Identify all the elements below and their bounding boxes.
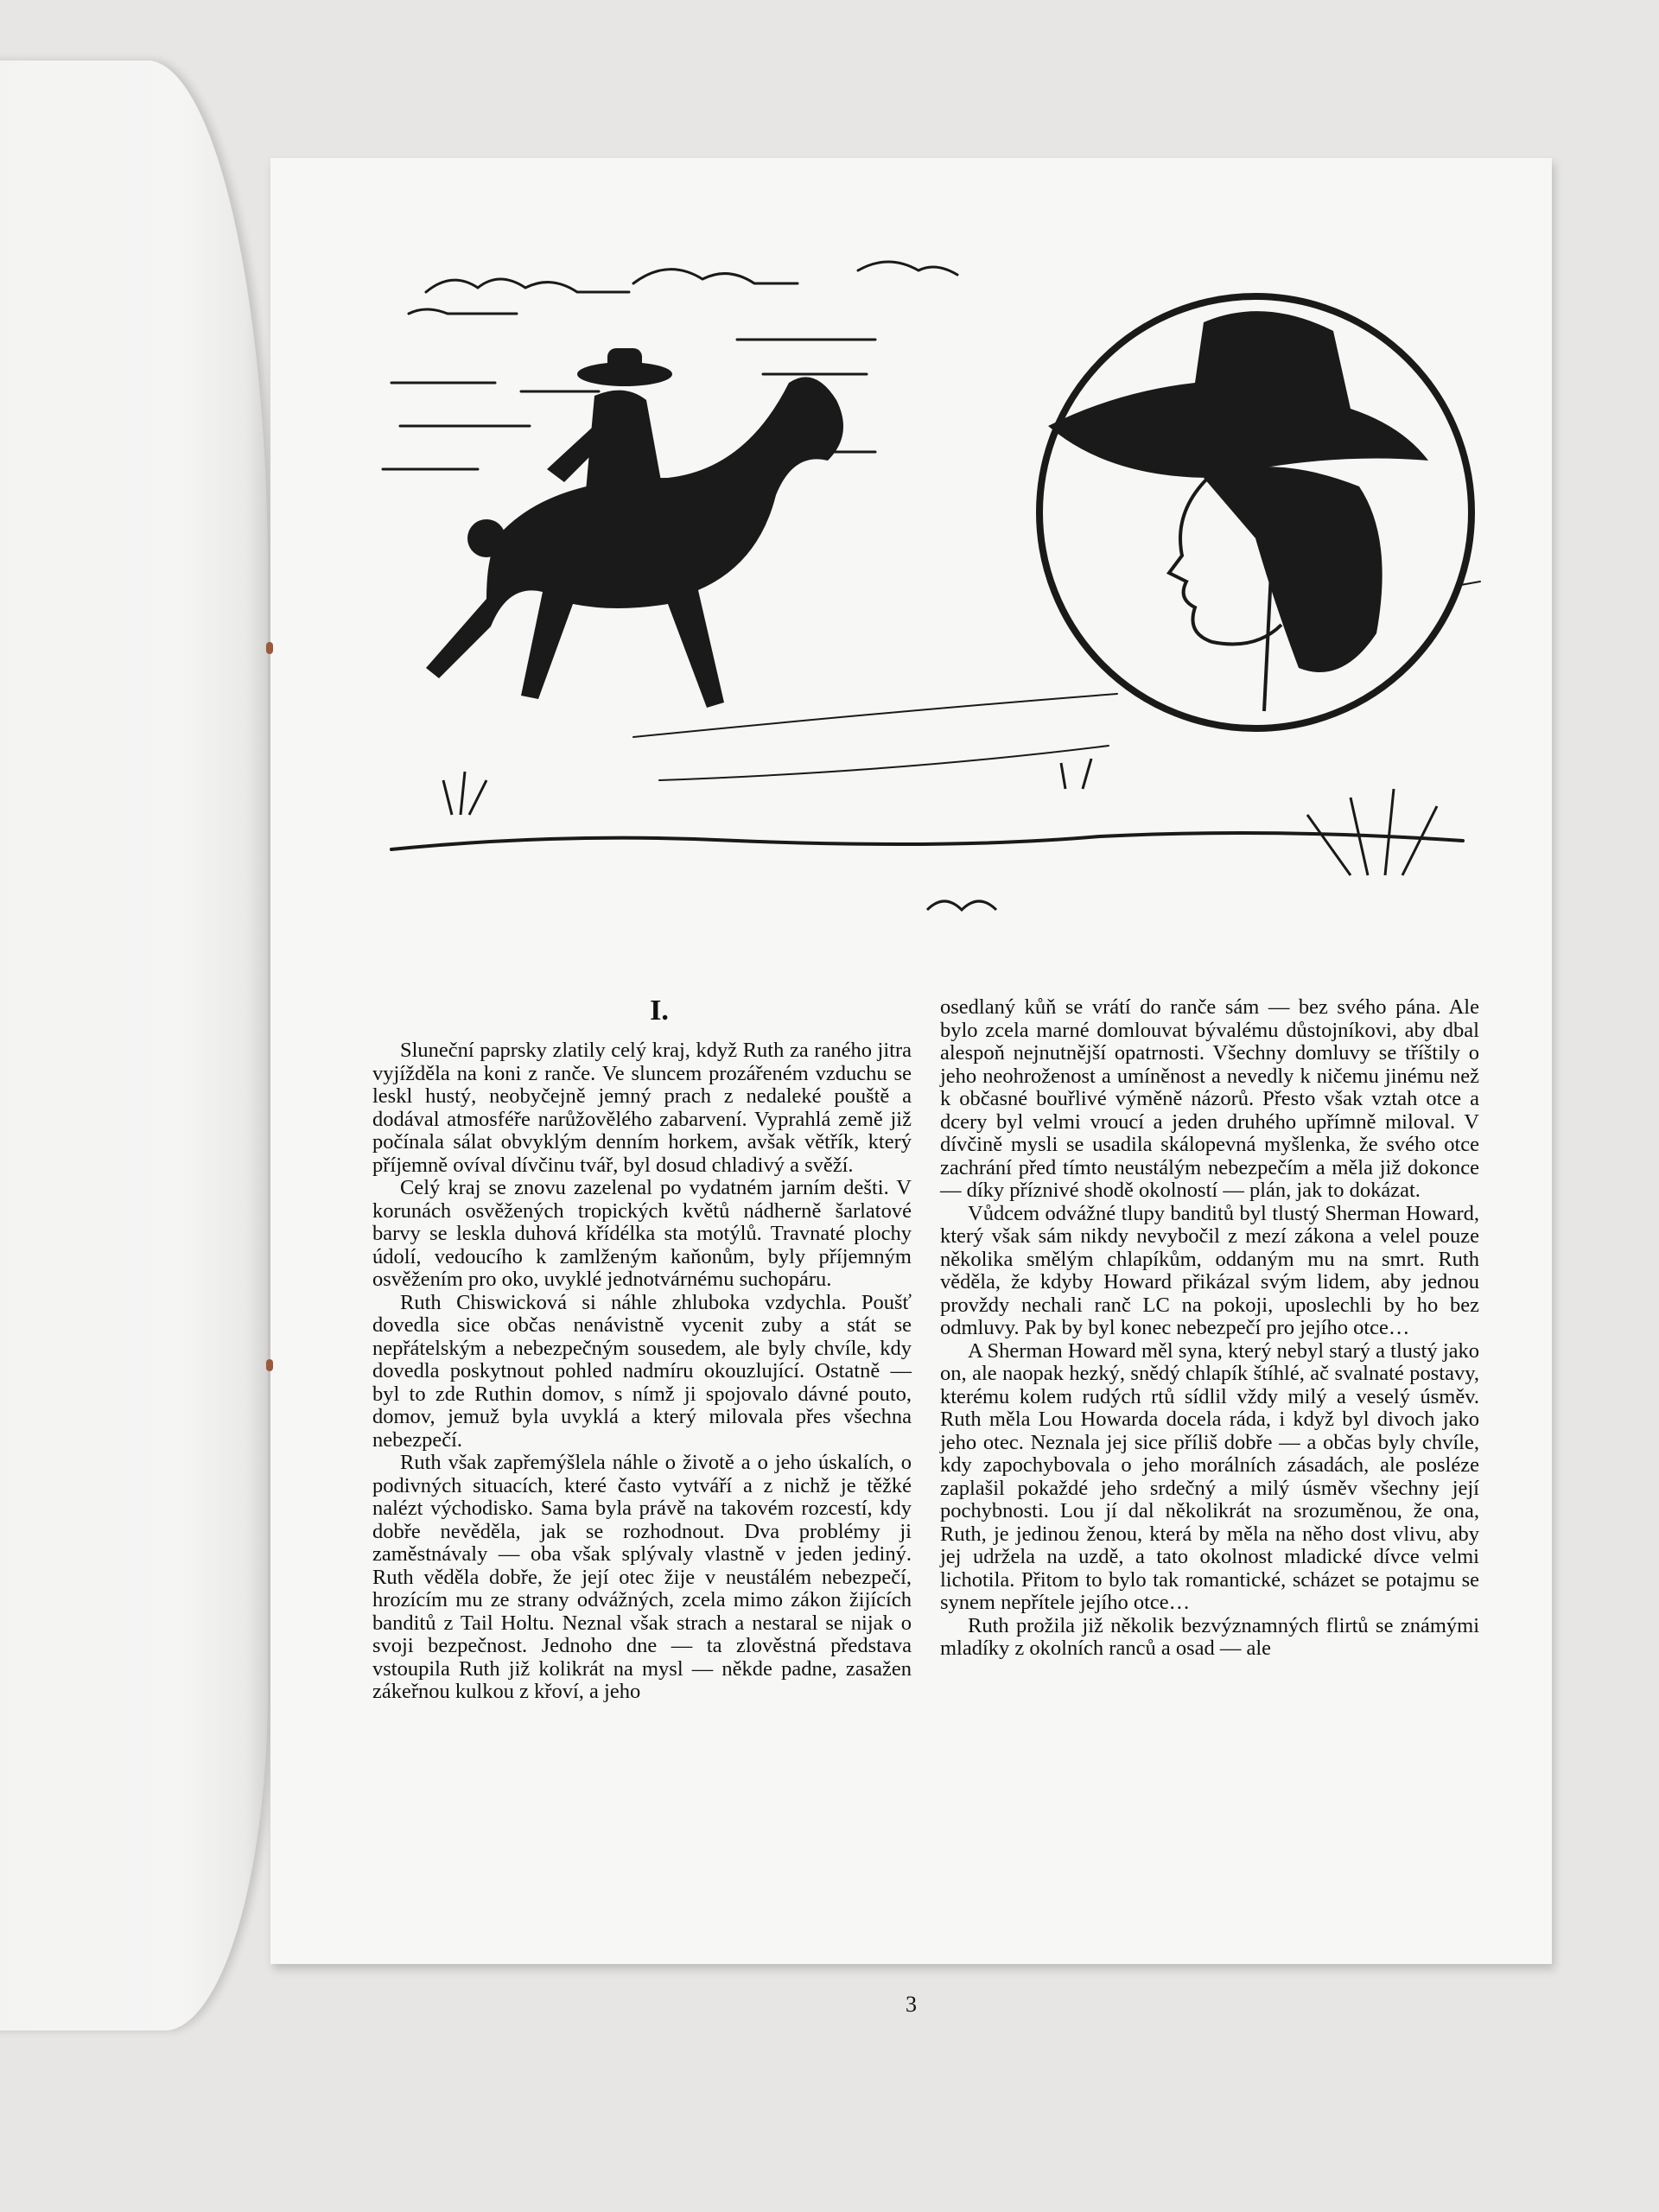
- chapter-numeral: I.: [650, 995, 669, 1027]
- paragraph: Celý kraj se znovu zazelenal po vydatném jarním dešti. V korunách osvěžených tropických květů nádherně šarlatové barvy se leskla duhová křídélka sta motýlů. Travnaté plochy údolí, vedoucího k zamlženým kaňonům, byly příjemným osvěžením pro oko, uvyklé jednotvárnému suchopáru.: [372, 1176, 912, 1291]
- text-column-left: [372, 1039, 912, 1704]
- paragraph: Vůdcem odvážné tlupy banditů byl tlustý Sherman Howard, který však sám nikdy nevybočil z mezí zákona a velel pouze několika smělým chlapíkům, oddaným mu na smrt. Ruth věděla, že kdyby Howard přikázal svým lidem, aby jednou provždy nechali ranč LC na pokoji, uposlechli by ho bez odmluvy. Pak by byl konec nebezpečí pro jejího otce…: [940, 1201, 1479, 1339]
- book-page: [270, 158, 1552, 2017]
- paper-stain: [266, 1359, 273, 1371]
- paragraph: A Sherman Howard měl syna, který nebyl starý a tlustý jako on, ale naopak hezký, snědý chlapík štíhlé, ač svalnaté postavy, kterému kolem rudých rtů sídlil vždy milý a veselý úsměv. Ruth měla Lou Howarda docela ráda, i když byl divoch jako jeho otec. Neznala jej sice příliš dobře — a občas byly chvíle, kdy zapochybovala o jeho morálních zásadách, ale posléze zaplašil pokaždé jeho srdečný a milý úsměv všechny její pochybnosti. Lou jí dal několikrát na srozuměnou, že ona, Ruth, je jedinou ženou, která by měla na něho dost vlivu, aby jej udržela na uzdě, a tato okolnost mladické dívce velmi lichotila. Přitom to bylo tak romantické, scházet se potajmu se synem nepřítele jejího otce…: [940, 1338, 1479, 1614]
- cowboy-illustration: [374, 253, 1489, 940]
- paragraph: Ruth Chiswicková si náhle zhluboka vzdychla. Poušť dovedla sice občas nenávistně vycenit zuby a stát se nepřátelským a nebezpečným sousedem, ale byly chvíle, kdy dovedla poskytnout pohled nadmíru okouzlující. Ostatně — byl to zde Ruthin domov, s nímž ji spojovalo dávné pouto, domov, jemuž byla uvyklá a který milovala přes všechna nebezpečí.: [372, 1290, 912, 1452]
- left-page: [0, 60, 268, 2031]
- paragraph: Sluneční paprsky zlatily celý kraj, když Ruth za raného jitra vyjížděla na koni z ranče. Ve sluncem prozářeném vzduchu se leskl hustý, neobyčejně jemný prach z nedaleké pouště a dodával atmosféře narůžovělého zabarvení. Vyprahlá země již počínala sálat obvyklým denním horkem, avšak větřík, který příjemně ovíval dívčinu tvář, byl dosud chladivý a svěží.: [372, 1039, 912, 1177]
- paper-stain: [266, 642, 273, 654]
- paragraph: Ruth však zapřemýšlela náhle o životě a o jeho úskalích, o podivných situacích, které často vytváří a z nichž je těžké nalézt východisko. Sama byla právě na takovém rozcestí, kdy dobře nevěděla, jak se rozhodnout. Dva problémy ji zaměstnávaly — oba však splývaly vlastně v jeden jediný. Ruth věděla dobře, že její otec žije v neustálém nebezpečí, hrozícím mu ze strany odvážných, zcela mimo zákon žijících banditů z Tail Holtu. Neznal však strach a nestaral se nijak o svoji bezpečnost. Jednoho dne — ta zlověstná představa vstoupila Ruth již kolikrát na mysl — někde padne, zasažen zákeřnou kulkou z křoví, a jeho: [372, 1451, 912, 1703]
- paragraph: Ruth prožila již několik bezvýznamných flirtů se známými mladíky z okolních ranců a osad — ale: [940, 1613, 1479, 1660]
- paragraph: osedlaný kůň se vrátí do ranče sám — bez svého pána. Ale bylo zcela marné domlouvat bývalému důstojníkovi, aby dbal alespoň nejnutnější opatrnosti. Všechny domluvy se tříštily o jeho neohroženost a umíněnost a nevedly k ničemu jinému než k občasné bouřlivé výměně názorů. Přesto však vztah otce a dcery byl velmi vroucí a jeden druhého upřímně miloval. V dívčině mysli se usadila skálopevná myšlenka, že svého otce zachrání před tímto neustálým nebezpečím a měla již dokonce — díky příznivé shodě okolností — plán, jak to dokázat.: [940, 995, 1479, 1202]
- text-column-right: [940, 996, 1479, 1661]
- page-number: 3: [906, 1992, 917, 2017]
